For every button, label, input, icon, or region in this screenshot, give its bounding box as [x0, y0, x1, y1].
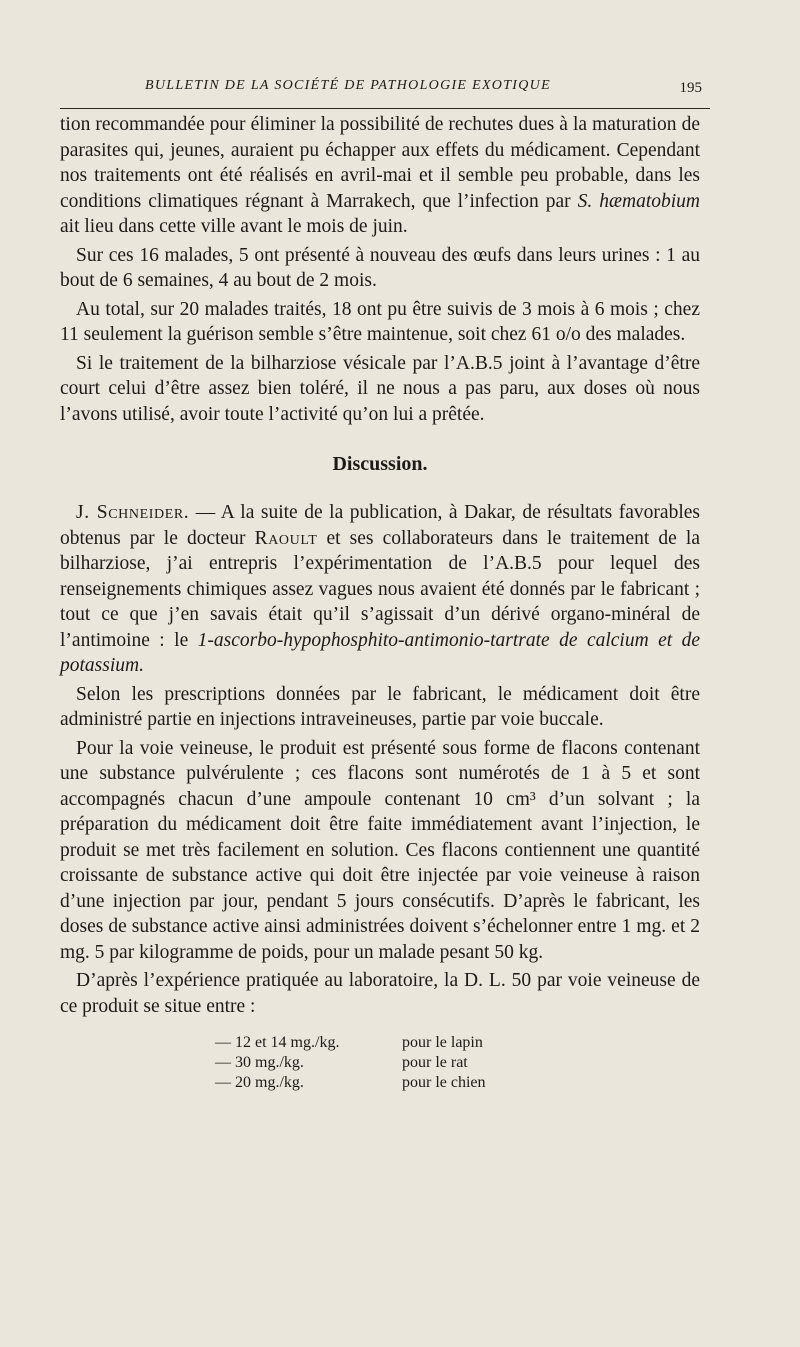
- list-item: [215, 1053, 700, 1073]
- running-header: [60, 72, 710, 109]
- page-body: [60, 112, 700, 1093]
- paragraph-relapse: Sur ces 16 malades, 5 ont présenté à nouveau des œufs dans leurs urines : 1 au bout de 6 semaines, 4 au bout de 2 mois.: [60, 244, 700, 291]
- paragraph-prescriptions: Selon les prescriptions données par le fabricant, le médicament doit être administré partie en injections intraveineuses, partie par voie buccale.: [60, 683, 700, 730]
- paragraph-total: Au total, sur 20 malades traités, 18 ont pu être suivis de 3 mois à 6 mois ; chez 11 seulement la guérison semble s’être maintenue, soit chez 61 o/o des malades.: [60, 298, 700, 345]
- page-number: 195: [679, 80, 702, 96]
- paragraph-schneider: J. Schneider. — A la suite de la publication, à Dakar, de résultats favorables obtenus par le docteur Raoult et ses collaborateurs dans le traitement de la bilharziose, j’ai entrepris l’expérimentation de l’A.B.5 pour lequel des renseignements chimiques assez vagues nous avaient été donnés par le fabricant ; tout ce que j’en savais était qu’il s’agissait d’un dérivé organo-minéral de l’antimoine : le 1-ascorbo-hypophosphito-antimonio-tartrate de calcium et de potassium.: [60, 502, 701, 676]
- animal-label: pour le chien: [402, 1074, 486, 1091]
- speaker-name: J. Schneider.: [76, 502, 190, 523]
- species-name: S. hæmatobium: [577, 190, 700, 212]
- cited-author: Raoult: [254, 527, 318, 549]
- dose-value: — 30 mg./kg.: [215, 1054, 304, 1071]
- compound-name: 1-ascorbo-hypophosphito-antimonio-tartrate de calcium et de potassium.: [60, 629, 701, 676]
- paragraph-continuation: tion recommandée pour éliminer la possibilité de rechutes dues à la maturation de parasites qui, jeunes, auraient pu échapper aux effets du médicament. Cependant nos traitements ont été réalisés en avril-mai et il semble peu probable, dans les conditions climatiques régnant à Marrakech, que l’infection par S. hæmatobium ait lieu dans cette ville avant le mois de juin.: [60, 114, 700, 237]
- running-title: BULLETIN DE LA SOCIÉTÉ DE PATHOLOGIE EXOTIQUE: [145, 78, 551, 93]
- paragraph-intravenous: Pour la voie veineuse, le produit est présenté sous forme de flacons contenant une substance pulvérulente ; ces flacons sont numérotés de 1 à 5 et sont accompagnés chacun d’une ampoule contenant 10 cm³ d’un solvant ; la préparation du médicament doit être faite immédiatement avant l’injection, le produit se met très facilement en solution. Ces flacons contiennent une quantité croissante de substance active qui doit être injectée par voie veineuse à raison d’une injection par jour, pendant 5 jours consécutifs. D’après le fabricant, les doses de substance active ainsi administrées doivent s’échelonner entre 1 mg. et 2 mg. 5 par kilogramme de poids, pour un malade pesant 50 kg.: [60, 737, 700, 963]
- list-item: [215, 1073, 700, 1093]
- paragraph-lethal-dose: D’après l’expérience pratiquée au laboratoire, la D. L. 50 par voie veineuse de ce produit se situe entre :: [60, 970, 700, 1017]
- paragraph-conclusion: Si le traitement de la bilharziose vésicale par l’A.B.5 joint à l’avantage d’être court celui d’être assez bien toléré, il ne nous a pas paru, aux doses où nous l’avons utilisé, avoir toute l’activité qu’on lui a prêtée.: [60, 352, 700, 425]
- animal-label: pour le rat: [402, 1054, 468, 1071]
- lethal-dose-list: [215, 1033, 700, 1093]
- animal-label: pour le lapin: [402, 1034, 483, 1051]
- section-heading: Discussion.: [332, 453, 428, 475]
- list-item: [215, 1033, 700, 1053]
- dose-value: — 12 et 14 mg./kg.: [215, 1034, 340, 1051]
- dose-value: — 20 mg./kg.: [215, 1074, 304, 1091]
